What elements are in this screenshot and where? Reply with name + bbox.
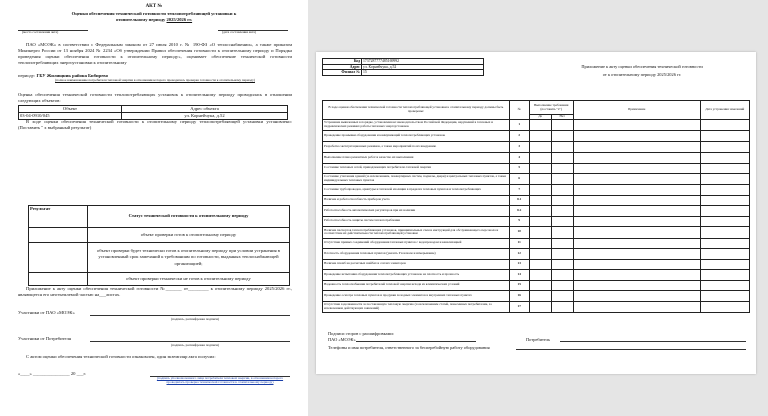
note-cell[interactable] xyxy=(573,301,700,312)
fix-date-cell[interactable] xyxy=(700,226,749,238)
head-done: Выполнение требования (поставить "x") xyxy=(529,101,573,115)
done-no-cell[interactable] xyxy=(551,119,573,130)
requirement-text: Проведение испытания оборудования теплопотребляющих установок на плотность и прочность xyxy=(323,269,510,280)
objects-head-object: Объект xyxy=(19,106,122,113)
appendix-title: Приложение к акту оценки обеспечения технической готовности xyxy=(581,64,703,69)
results-table xyxy=(28,205,290,286)
table-row xyxy=(323,163,750,173)
done-no-cell[interactable] xyxy=(551,173,573,184)
result-checkbox-3[interactable] xyxy=(29,273,88,286)
info-branch: 15 xyxy=(362,70,484,76)
requirement-number: 14 xyxy=(509,269,529,280)
requirement-text: Отсутствие задолженности за поставленную тепловую энергию (за исключением статей, понесенных потребителем, за исключением действующих заявлений) xyxy=(323,301,510,312)
requirement-number: 15 xyxy=(509,280,529,290)
requirement-number: 8.1 xyxy=(509,195,529,205)
requirement-number: 13 xyxy=(509,259,529,269)
requirement-text: Наличие и работоспособность приборов учета xyxy=(323,195,510,205)
requirement-number: 11 xyxy=(509,238,529,248)
requirements-table xyxy=(322,100,750,313)
fix-date-cell[interactable] xyxy=(700,130,749,141)
sign-moek: ПАО «МОЭК» xyxy=(328,337,356,342)
done-yes-cell[interactable] xyxy=(529,259,551,269)
done-yes-cell[interactable] xyxy=(529,195,551,205)
requirement-number: 8.2 xyxy=(509,205,529,216)
requirement-text: Состояние трубопроводов, арматуры и тепловой изоляции в пределах тепловых пунктов и теплопотребляющих xyxy=(323,184,510,195)
note-cell[interactable] xyxy=(573,269,700,280)
note-cell[interactable] xyxy=(573,248,700,259)
done-no-cell[interactable] xyxy=(551,269,573,280)
done-no-cell[interactable] xyxy=(551,248,573,259)
appendix-subtitle: от к отопительному периоду 2025/2026 гг. xyxy=(602,72,682,77)
done-no-cell[interactable] xyxy=(551,280,573,290)
requirement-number: 5 xyxy=(509,163,529,173)
requirement-text: Наличие паспортов теплопотребляющих установок, принципиальных схем и инструкций для обслуживающего персонала и соответствие их действительности теплопотребляющей установки xyxy=(323,226,510,238)
done-no-cell[interactable] xyxy=(551,184,573,195)
act-paragraph-2: Оценка обеспечения технической готовности теплопотребляющих установок к отопительному периоду проводилась в отношении следующих объектов: xyxy=(18,92,292,104)
note-cell[interactable] xyxy=(573,216,700,226)
sign-consumer: Потребитель xyxy=(526,337,551,342)
fix-date-cell[interactable] xyxy=(700,141,749,152)
table-row: Филиал № 15 xyxy=(323,70,484,76)
done-yes-cell[interactable] xyxy=(529,184,551,195)
note-cell[interactable] xyxy=(573,152,700,163)
table-row xyxy=(323,259,750,269)
fix-date-cell[interactable] xyxy=(700,205,749,216)
act-page xyxy=(0,0,308,416)
done-no-cell[interactable] xyxy=(551,290,573,301)
sign-prefix: Подписи сторон с расшифровками: xyxy=(328,331,394,336)
fix-date-cell[interactable] xyxy=(700,184,749,195)
table-row xyxy=(323,216,750,226)
place-label: (место составления акта) xyxy=(22,30,59,34)
requirement-number: 12 xyxy=(509,248,529,259)
fix-date-cell[interactable] xyxy=(700,280,749,290)
done-yes-cell[interactable] xyxy=(529,141,551,152)
done-yes-cell[interactable] xyxy=(529,119,551,130)
requirement-text: Отсутствие прямых соединений оборудования тепловых пунктов с водопроводом и канализацией xyxy=(323,238,510,248)
table-row xyxy=(323,238,750,248)
requirement-text: Разработка эксплуатационных режимов, а также мероприятий по их внедрению xyxy=(323,141,510,152)
table-row xyxy=(323,269,750,280)
done-yes-cell[interactable] xyxy=(529,130,551,141)
done-yes-cell[interactable] xyxy=(529,290,551,301)
requirement-text: Состояние утепления зданий (за исключением, поквартирных систем, подвалы, двери) и центральных тепловых пунктов, а также индивидуальных тепловых пунктов xyxy=(323,173,510,184)
done-no-cell[interactable] xyxy=(551,205,573,216)
consumer-note: (полное наименование потребителя тепловой энергии в отношении которого проводилась проверка готовности к отопительному периоду) xyxy=(55,78,255,82)
table-row xyxy=(323,119,750,130)
requirement-text: Работоспособность автоматических регуляторов при их наличии xyxy=(323,205,510,216)
act-paragraph-5: С актом оценки обеспечения технической готовности ознакомлен, один экземпляр акта получил: xyxy=(26,354,216,359)
done-no-cell[interactable] xyxy=(551,163,573,173)
fix-date-cell[interactable] xyxy=(700,248,749,259)
fix-date-cell[interactable] xyxy=(700,152,749,163)
objects-table xyxy=(18,105,288,120)
done-no-cell[interactable] xyxy=(551,195,573,205)
note-cell[interactable] xyxy=(573,163,700,173)
table-row xyxy=(323,173,750,184)
requirement-text: Работоспособность защиты систем теплопотребления xyxy=(323,216,510,226)
requirement-number: 16 xyxy=(509,290,529,301)
table-row xyxy=(323,226,750,238)
note-cell[interactable] xyxy=(573,173,700,184)
requirement-number: 4 xyxy=(509,152,529,163)
done-no-cell[interactable] xyxy=(551,152,573,163)
fix-date-cell[interactable] xyxy=(700,119,749,130)
sign1-label: Участники от ПАО «МОЭК» xyxy=(18,310,75,315)
done-no-cell[interactable] xyxy=(551,301,573,312)
table-row xyxy=(323,141,750,152)
requirement-number: 10 xyxy=(509,226,529,238)
date-label: (дата составления акта) xyxy=(222,30,257,34)
act-title-line2: Оценки обеспечения технической готовности теплопотребляющей установки к xyxy=(71,11,237,16)
done-no-cell[interactable] xyxy=(551,141,573,152)
done-no-cell[interactable] xyxy=(551,259,573,269)
act-paragraph-1: ПАО «МОЭК» в соответствии с Федеральным законом от 27 июля 2010 г. № 190-ФЗ «О теплоснабжении», а также приказом Минэнерго России от 13 ноября 2024 № 2234 «Об утверждении Правил обеспечения готовности к отопительному периоду и Порядка проведения оценки обеспечения готовности к отопительному периоду», оценивает обеспечение технической готовности теплопотребляющих энергоустановки к отопительному xyxy=(18,42,292,66)
info-address: ул. Корнейчука, д.52 xyxy=(362,64,484,70)
table-row xyxy=(29,228,290,243)
note-cell[interactable] xyxy=(573,205,700,216)
result-checkbox-2[interactable] xyxy=(29,243,88,273)
requirement-number: 9 xyxy=(509,216,529,226)
requirement-text: Проведение осмотра тепловых пунктов и продувки холодных элементов в внутренних тепловых пунктах xyxy=(323,290,510,301)
table-row xyxy=(323,130,750,141)
note-cell[interactable] xyxy=(573,119,700,130)
table-row xyxy=(323,290,750,301)
appendix-page xyxy=(316,52,756,374)
phone-line: Телефоны и имя потребителя, ответственного за бесперебойную работу оборудования xyxy=(328,345,490,350)
table-row xyxy=(323,301,750,312)
requirement-text: Наличие пломб на расчетных шайбах и соплах элеваторов xyxy=(323,259,510,269)
result-checkbox-1[interactable] xyxy=(29,228,88,243)
table-row: Адрес ул. Корнейчука, д.52 xyxy=(323,64,484,70)
head-note: Примечание xyxy=(573,101,700,120)
done-yes-cell[interactable] xyxy=(529,280,551,290)
fix-date-cell[interactable] xyxy=(700,195,749,205)
table-row xyxy=(323,152,750,163)
status-option-conditional: объект проверки будет технически готов к отопительному периоду при условии устранения в установленный срок замечаний к требованиям по готовности, выданных теплоснабжающей организацией; xyxy=(88,243,290,273)
done-yes-cell[interactable] xyxy=(529,301,551,312)
act-paragraph-3: В ходе оценки обеспечения технической готовности к отопительному периоду теплопотребляющей установки установлено: (Поставить " x выбранный результат) xyxy=(18,119,292,131)
receipt-date-line: «____» ________________ 20 ___г. xyxy=(18,371,86,376)
head-no: Нет xyxy=(551,115,573,120)
sign2-note: (подпись, расшифровка подписи) xyxy=(170,343,220,347)
table-row xyxy=(29,243,290,273)
table-row xyxy=(323,205,750,216)
sign2-label: Участники от Потребителя xyxy=(18,336,71,341)
fix-date-cell[interactable] xyxy=(700,238,749,248)
note-cell[interactable] xyxy=(573,259,700,269)
requirement-number: 7 xyxy=(509,184,529,195)
fix-date-cell[interactable] xyxy=(700,290,749,301)
fix-date-cell[interactable] xyxy=(700,301,749,312)
head-fix-date: Дата устранения замечаний xyxy=(700,101,749,120)
requirement-number: 17 xyxy=(509,301,529,312)
head-number: № xyxy=(509,101,529,120)
appendix-info-table xyxy=(322,58,484,76)
table-row xyxy=(323,195,750,205)
objects-head-address: Адрес объекта xyxy=(122,106,288,113)
note-cell[interactable] xyxy=(573,130,700,141)
object-address: ул. Корнейчука, д.52 xyxy=(122,113,288,120)
note-cell[interactable] xyxy=(573,238,700,248)
table-row: Код 1737287777485169992 xyxy=(323,59,484,65)
requirement-number: 3 xyxy=(509,141,529,152)
requirement-text: Плотность оборудования тепловых пунктов (указать P в начале и измерьмание) xyxy=(323,248,510,259)
note-cell[interactable] xyxy=(573,141,700,152)
act-title-line3: отопительному периоду 2025/2026 гг. xyxy=(115,17,193,22)
final-note: (подпись уполномоченного лица потребителя тепловой энергии, в отношении которого проводилась проверка технической готовности к отопительному периоду) xyxy=(156,376,284,384)
requirement-number: 2 xyxy=(509,130,529,141)
done-no-cell[interactable] xyxy=(551,226,573,238)
sign1-note: (подпись, расшифровка подписи) xyxy=(170,317,220,321)
done-yes-cell[interactable] xyxy=(529,152,551,163)
table-row xyxy=(29,273,290,286)
status-head: Статус технической готовности к отопительному периоду xyxy=(88,206,290,228)
result-head: Результат xyxy=(29,206,88,228)
fix-date-cell[interactable] xyxy=(700,269,749,280)
note-cell[interactable] xyxy=(573,195,700,205)
head-yes: Да xyxy=(529,115,551,120)
note-cell[interactable] xyxy=(573,184,700,195)
note-cell[interactable] xyxy=(573,290,700,301)
object-code: 03-04-0910/045 xyxy=(19,113,122,120)
consumer-name: ГБУ Жилищник района Бибирево xyxy=(36,73,108,78)
table-row xyxy=(323,184,750,195)
table-row xyxy=(323,280,750,290)
requirement-number: 6 xyxy=(509,173,529,184)
done-yes-cell[interactable] xyxy=(529,173,551,184)
fix-date-cell[interactable] xyxy=(700,163,749,173)
done-yes-cell[interactable] xyxy=(529,205,551,216)
done-yes-cell[interactable] xyxy=(529,248,551,259)
head-requirement: В ходе оценки обеспечения технической готовности теплопотребляющей установки к отопительному периоду должны быть проверены: xyxy=(323,101,510,120)
fix-date-cell[interactable] xyxy=(700,173,749,184)
fix-date-cell[interactable] xyxy=(700,216,749,226)
requirement-text: Устранение выявленных в порядке, установленном законодательством Российской Федерации, нарушений в тепловых и гидравлических режимах работы тепловых энергоустановок xyxy=(323,119,510,130)
done-no-cell[interactable] xyxy=(551,130,573,141)
done-yes-cell[interactable] xyxy=(529,163,551,173)
info-code: 1737287777485169992 xyxy=(362,59,484,65)
requirement-number: 1 xyxy=(509,119,529,130)
act-paragraph-4: Приложение к акту оценки обеспечения технической готовности №_______ от_________ к отопительному периоду 2025/2026 гг., являющееся его неотъемлемой частью на___листах. xyxy=(18,286,292,298)
fix-date-cell[interactable] xyxy=(700,259,749,269)
done-no-cell[interactable] xyxy=(551,216,573,226)
done-yes-cell[interactable] xyxy=(529,269,551,280)
status-option-not-ready: объект проверки технически не готов к отопительному периоду xyxy=(88,273,290,286)
requirement-text: Выполнение плана ремонтных работ и качество их выполнения xyxy=(323,152,510,163)
requirement-text: Состояние тепловых сетей, принадлежащих потребителю тепловой энергии xyxy=(323,163,510,173)
done-no-cell[interactable] xyxy=(551,238,573,248)
done-yes-cell[interactable] xyxy=(529,216,551,226)
done-yes-cell[interactable] xyxy=(529,238,551,248)
consumer-line: периоду: ГБУ Жилищник района Бибирево xyxy=(18,73,108,78)
requirement-text: Надежность теплоснабжения потребителей тепловой энергии исходя из климатических условий xyxy=(323,280,510,290)
table-row xyxy=(323,248,750,259)
done-yes-cell[interactable] xyxy=(529,226,551,238)
requirement-text: Проведение промывки оборудования и коммуникаций теплопотребляющих установок xyxy=(323,130,510,141)
note-cell[interactable] xyxy=(573,280,700,290)
status-option-ready: объект проверки готов к отопительному периоду xyxy=(88,228,290,243)
note-cell[interactable] xyxy=(573,226,700,238)
act-title: АКТ № xyxy=(145,4,163,9)
